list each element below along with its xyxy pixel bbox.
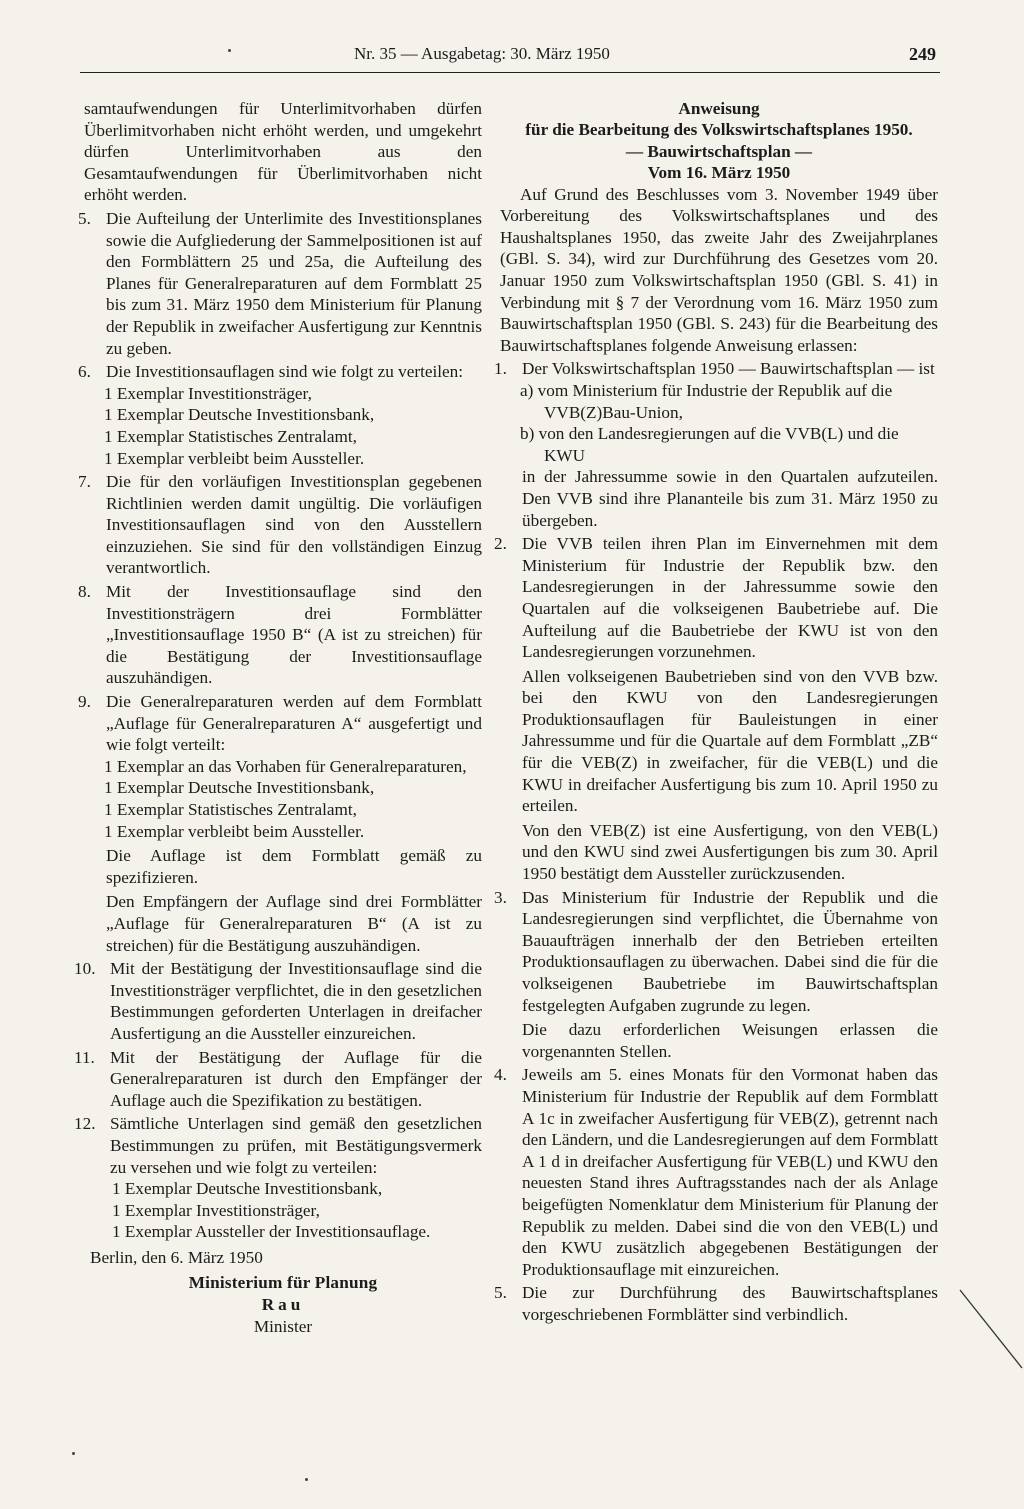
item-text: Die VVB teilen ihren Plan im Einvernehmen mit dem Ministerium für Industrie der Republik bzw. den Landesregierungen in der Jahressumme sowie den Quartalen auf die volkseigenen Baubetriebe auf. Die Aufteilung auf die Baubetriebe der KWU ist von den Landesregierungen vorzunehmen. [522, 534, 938, 662]
item-2 [494, 533, 938, 663]
list-item: 1 Exemplar Statistisches Zentralamt, [104, 800, 357, 819]
item-number: 10. [74, 959, 96, 979]
item-number: 8. [78, 582, 91, 602]
list-item: 1 Exemplar Deutsche Investitionsbank, [104, 778, 375, 798]
item-4 [494, 1064, 938, 1280]
list-item: 1 Exemplar Statistisches Zentralamt, [104, 426, 357, 446]
signature-name: Rau [261, 1295, 305, 1315]
item-number: 2. [494, 534, 507, 554]
item-text: Jeweils am 5. eines Monats für den Vormonat haben das Ministerium für Industrie der Republik auf dem Formblatt A 1c in zweifacher Ausfertigung für VEB(Z), getrennt nach den Ländern, und die Landesregierungen auf dem Formblatt A 1 d in dreifacher Ausfertigung für VEB(L) und KWU den neuesten Stand ihres Auftragsstandes nach der als Anlage beigefügten Nomenklatur dem Ministerium für Planung der Republik zu melden. Dabei sind die von den VEB(L) und den KWU zusätzlich abgegebenen Bestätigungen der Produktionsauflage mit einzureichen. [522, 1065, 938, 1279]
item-1 [494, 358, 938, 380]
item-text: Der Volkswirtschaftsplan 1950 — Bauwirtschaftsplan — ist [522, 359, 935, 379]
item-number: 11. [74, 1047, 95, 1067]
item-5-right [494, 1282, 938, 1325]
item-11 [74, 1047, 482, 1112]
item-number: 7. [78, 472, 91, 492]
item-text: Mit der Bestätigung der Auflage für die Generalreparaturen ist durch den Empfänger der Auflage auch die Spezifikation zu bestätigen. [110, 1047, 482, 1110]
item-text: Mit der Bestätigung der Investitionsauflage sind die Investitionsträger verpflichtet, die in den gesetzlichen Bestimmungen geforderten Unterlagen in dreifacher Ausfertigung an die Aussteller einzureichen. [110, 959, 482, 1043]
list-item: 1 Exemplar verbleibt beim Aussteller. [104, 448, 365, 468]
signature-ministry: Ministerium für Planung [188, 1273, 378, 1293]
item-text: Die Investitionsauflagen sind wie folgt zu verteilen: [106, 362, 464, 382]
issue-line: Nr. 35 — Ausgabetag: 30. März 1950 [354, 44, 610, 63]
item-paragraph: in der Jahressumme sowie in den Quartalen aufzuteilen. Den VVB sind ihre Plananteile bis zum 31. März 1950 zu übergeben. [522, 467, 938, 530]
item-paragraph: Von den VEB(Z) ist eine Ausfertigung, von den VEB(L) und den KWU sind zwei Ausfertigungen bis zum 30. April 1950 bestätigt dem Aussteller zurückzusenden. [522, 820, 938, 884]
item-text: Das Ministerium für Industrie der Republik und die Landesregierungen sind verpflichtet, die Übernahme von Bauaufträgen innerhalb der den Betrieben erteilten Produktionsauflagen zu überwachen. Dabei sind die für die volkseigenen Baubetriebe im Bauwirtschaftsplan festgelegten Aufgaben zugrunde zu legen. [522, 887, 938, 1015]
sub-item-b: b) von den Landesregierungen auf die VVB(L) und die KWU [520, 424, 899, 465]
item-paragraph: Die Auflage ist dem Formblatt gemäß zu spezifizieren. [106, 846, 482, 887]
scan-speck [305, 1478, 308, 1481]
signature-role: Minister [253, 1316, 313, 1336]
item-text: Die Generalreparaturen werden auf dem Formblatt „Auflage für Generalreparaturen A“ ausgefertigt und wie folgt verteilt: [106, 692, 482, 755]
list-item: 1 Exemplar Deutsche Investitionsbank, [112, 1179, 383, 1199]
item-text: Die Aufteilung der Unterlimite des Investitionsplanes sowie die Aufgliederung der Sammelpositionen ist auf den Formblättern 25 und 25a, die Aufteilung des Planes für Generalreparaturen auf dem Formblatt 25 bis zum 31. März 1950 dem Ministerium für Planung der Republik in zweifacher Ausfertigung zur Kenntnis zu geben. [106, 208, 482, 358]
continuation-paragraph: samtaufwendungen für Unterlimitvorhaben dürfen Überlimitvorhaben nicht erhöht werden, und umgekehrt dürfen Unterlimitvorhaben aus den Gesamtaufwendungen für Überlimitvorhaben nicht erhöht werden. [84, 99, 482, 205]
item-text: Sämtliche Unterlagen sind gemäß den gesetzlichen Bestimmungen zu prüfen, mit Bestätigungsvermerk zu versehen und wie folgt zu verteilen: [110, 1114, 482, 1177]
item-number: 5. [494, 1283, 507, 1303]
section-date: Vom 16. März 1950 [647, 163, 791, 183]
item-12 [74, 1113, 482, 1178]
section-title-line3: — Bauwirtschaftsplan — [625, 141, 813, 161]
item-text: Die zur Durchführung des Bauwirtschaftsplanes vorgeschriebenen Formblätter sind verbindlich. [522, 1283, 938, 1324]
scan-speck [228, 49, 231, 52]
item-number: 6. [78, 362, 91, 382]
item-number: 1. [494, 359, 507, 379]
item-3 [494, 887, 938, 1017]
list-item: 1 Exemplar Investitionsträger, [104, 383, 312, 403]
item-paragraph: Den Empfängern der Auflage sind drei Formblätter „Auflage für Generalreparaturen B“ (A ist zu streichen) für die Bestätigung auszuhändigen. [106, 892, 482, 955]
item-6 [78, 361, 482, 383]
scan-speck [72, 1452, 75, 1455]
pencil-mark [958, 1284, 1024, 1374]
list-item: 1 Exemplar Aussteller der Investitionsauflage. [112, 1222, 431, 1242]
item-9 [78, 691, 482, 756]
pencil-stroke [960, 1290, 1022, 1368]
list-item: 1 Exemplar an das Vorhaben für Generalreparaturen, [104, 756, 467, 776]
right-column [494, 98, 938, 1326]
item-number: 12. [74, 1114, 96, 1134]
item-5 [78, 208, 482, 359]
item-10 [74, 958, 482, 1044]
place-date: Berlin, den 6. März 1950 [90, 1247, 263, 1267]
left-column [74, 98, 482, 1337]
item-number: 5. [78, 208, 91, 228]
section-title-line2: für die Bearbeitung des Volkswirtschaftsplanes 1950. [525, 120, 913, 140]
item-7 [78, 471, 482, 579]
item-8 [78, 581, 482, 689]
list-item: 1 Exemplar Investitionsträger, [112, 1200, 320, 1220]
sub-item-a: a) vom Ministerium für Industrie der Republik auf die VVB(Z)Bau-Union, [520, 380, 893, 422]
list-item: 1 Exemplar verbleibt beim Aussteller. [104, 821, 365, 841]
item-number: 4. [494, 1065, 507, 1085]
page-header [80, 38, 940, 78]
page-number: 249 [909, 44, 936, 64]
section-title-line1: Anweisung [678, 99, 760, 118]
item-paragraph: Die dazu erforderlichen Weisungen erlassen die vorgenannten Stellen. [522, 1020, 938, 1061]
item-paragraph: Allen volkseigenen Baubetrieben sind von den VVB bzw. bei den KWU von den Landesregierungen Produktionsauflagen für Bauleistungen in einer Jahressumme und für die Quartale auf dem Formblatt „ZB“ für die VEB(Z) in zweifacher, für die VEB(L) und die KWU in dreifacher Ausfertigung bis zum 10. April 1950 zu erteilen. [522, 666, 938, 816]
item-text: Die für den vorläufigen Investitionsplan gegebenen Richtlinien werden damit ungültig. Die vorläufigen Investitionsauflagen sind von den Ausstellern einzuziehen. Sie sind für den vollständigen Einzug verantwortlich. [106, 472, 482, 578]
item-number: 9. [78, 692, 91, 712]
item-number: 3. [494, 887, 507, 907]
header-rule [80, 72, 940, 73]
item-text: Mit der Investitionsauflage sind den Investitionsträgern drei Formblätter „Investitionsauflage 1950 B“ (A ist zu streichen) für die Bestätigung der Investitionsauflage auszuhändigen. [106, 582, 482, 688]
list-item: 1 Exemplar Deutsche Investitionsbank, [104, 405, 375, 425]
intro-paragraph: Auf Grund des Beschlusses vom 3. November 1949 über Vorbereitung des Volkswirtschaftsplanes und des Haushaltsplanes 1950, das zweite Jahr des Zweijahrplanes (GBl. S. 34), wird zur Durchführung des Gesetzes vom 20. Januar 1950 zum Volkswirtschaftsplan 1950 (GBl. S. 41) in Verbindung mit § 7 der Verordnung vom 16. März 1950 zum Bauwirtschaftsplan 1950 (GBl. S. 243) für die Bearbeitung des Bauwirtschaftsplanes folgende Anweisung erlassen: [500, 184, 938, 355]
